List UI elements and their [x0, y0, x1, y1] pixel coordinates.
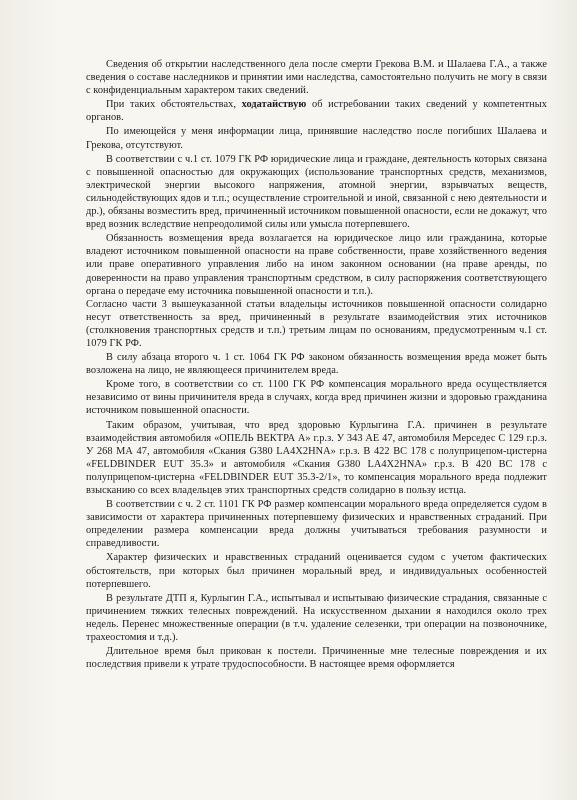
- paragraph-petition: [86, 98, 547, 124]
- paragraph-vehicles: Таким образом, учитывая, что вред здоровью Курлыгина Г.А. причинен в результате взаимодействия автомобиля «ОПЕЛЬ ВЕКТРА А» г.р.з. У 343 АЕ 47, автомобиля Мерседес С 129 г.р.з. У 268 МА 47, автомобиля «Скания G380 LA4X2HNA» г.р.з. В 422 ВС 178 с полуприцепом-цистерна «FELDBINDER EUT 35.3» и автомобиля «Скания G380 LA4X2HNA» г.р.з. В 420 ВС 178 с полуприцепом-цистерна «FELDBINDER EUT 35.3-2/1», то компенсация морального вреда подлежит взысканию со всех владельцев этих транспортных средств солидарно в пользу истца.: [86, 419, 547, 496]
- paragraph-long-term: Длительное время был прикован к постели. Причиненные мне телесные повреждения и их последствия привели к утрате трудоспособности. В настоящее время оформляется: [86, 646, 547, 671]
- paragraph-inheritance-info: Сведения об открытии наследственного дела после смерти Грекова В.М. и Шалаева Г.А., а также сведения о составе наследников и принятии ими наследства, самостоятельно получить не могу в связи с конфиденциальным характером таких сведений.: [86, 59, 547, 97]
- petition-text-after: об истребовании таких сведений у компетентных органов.: [86, 99, 547, 124]
- paragraph-art-1100: Кроме того, в соответствии со ст. 1100 ГК РФ компенсация морального вреда осуществляется независимо от вины причинителя вреда в случаях, когда вред причинен жизни и здоровью гражданина источником повышенной опасности.: [86, 379, 547, 417]
- paragraph-dtp-consequences: В результате ДТП я, Курлыгин Г.А., испытывал и испытываю физические страдания, связанные с причинением тяжких телесных повреждений. На искусственном дыхании я находился около трех недель. Перенес множественные операции (в т.ч. удаление селезенки, три операции на позвоночнике, трахеостомия и т.д.).: [86, 592, 547, 644]
- petition-text-before: При таких обстоятельствах,: [106, 99, 242, 111]
- paragraph-art-1064: В силу абзаца второго ч. 1 ст. 1064 ГК РФ законом обязанность возмещения вреда может быть возложена на лицо, не являющееся причинителем вреда.: [86, 352, 547, 377]
- paragraph-heirs-absent: По имеющейся у меня информации лица, принявшие наследство после погибших Шалаева и Грекова, отсутствуют.: [86, 126, 547, 151]
- paragraph-art-1079-p1: В соответствии с ч.1 ст. 1079 ГК РФ юридические лица и граждане, деятельность которых связана с повышенной опасностью для окружающих (использование транспортных средств, механизмов, электрической энергии высокого напряжения, атомной энергии, взрывчатых веществ, сильнодействующих ядов и т.п.; осуществление строительной и иной, связанной с нею деятельности и др.), обязаны возместить вред, причиненный источником повышенной опасности, если не докажут, что вред возник вследствие непреодолимой силы или умысла потерпевшего.: [86, 153, 547, 231]
- paragraph-art-1101: В соответствии с ч. 2 ст. 1101 ГК РФ размер компенсации морального вреда определяется судом в зависимости от характера причиненных потерпевшему физических и нравственных страданий. При определении размера компенсации вреда должны учитываться требования разумности и справедливости.: [86, 499, 547, 550]
- paragraph-art-1079-p3: Согласно части 3 вышеуказанной статьи владельцы источников повышенной опасности солидарно несут ответственность за вред, причиненный в результате взаимодействия этих источников (столкновения транспортных средств и т.п.) третьим лицам по основаниям, предусмотренным ч.1 ст. 1079 ГК РФ.: [86, 298, 547, 349]
- paragraph-liability-owner: Обязанность возмещения вреда возлагается на юридическое лицо или гражданина, которые владеют источником повышенной опасности на праве собственности, праве хозяйственного ведения или праве оперативного управления либо на ином законном основании (на праве аренды, по доверенности на право управления транспортным средством, в силу распоряжения соответствующего органа о передаче ему источника повышенной опасности и т.п.).: [86, 233, 547, 297]
- petition-bold-word: ходатайствую: [241, 99, 307, 111]
- paragraph-suffering-character: Характер физических и нравственных страданий оценивается судом с учетом фактических обстоятельств, при которых был причинен моральный вред, и индивидуальных особенностей потерпевшего.: [86, 552, 547, 590]
